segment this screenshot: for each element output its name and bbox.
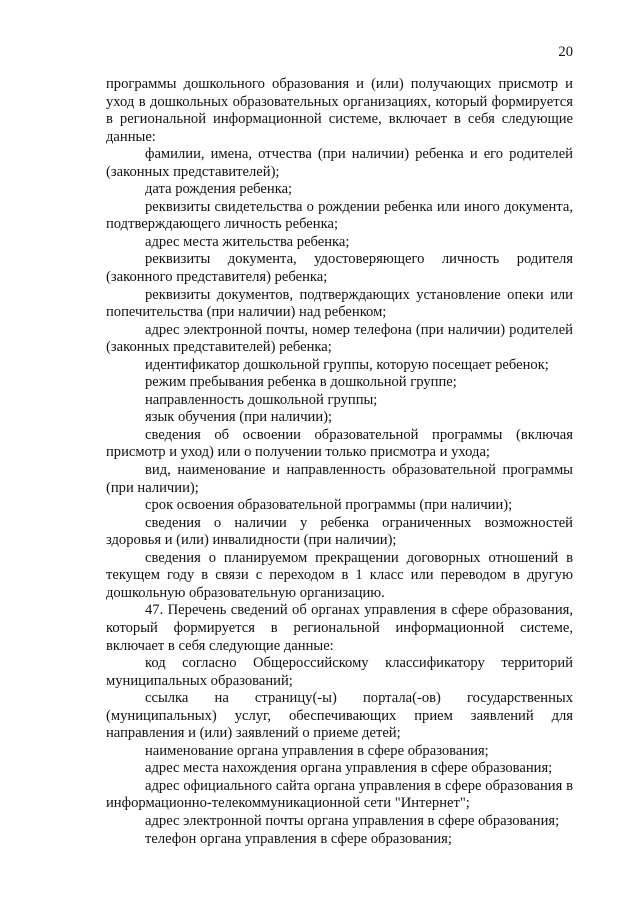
list-item-oktmo-code: код согласно Общероссийскому классификатору территорий муниципальных образований;: [106, 655, 573, 689]
list-item-parent-contacts: адрес электронной почты, номер телефона (при наличии) родителей (законных представителей) ребенка;: [106, 321, 573, 356]
document-body: [106, 76, 573, 848]
paragraph-continuation: программы дошкольного образования и (или) получающих присмотр и уход в дошкольных образовательных организациях, который формируется в региональной информационной системе, включает в себя следующие данные:: [106, 76, 573, 145]
section-47-heading: 47. Перечень сведений об органах управления в сфере образования, который формируется в региональной информационной системе, включает в себя следующие данные:: [106, 602, 573, 654]
list-item-birth-certificate: реквизиты свидетельства о рождении ребенка или иного документа, подтверждающего личность ребенка;: [106, 198, 573, 233]
list-item-authority-phone: телефон органа управления в сфере образования;: [145, 830, 452, 847]
list-item-group-focus: направленность дошкольной группы;: [145, 391, 378, 408]
list-item-authority-address: адрес места нахождения органа управления в сфере образования;: [145, 760, 553, 777]
list-item-parent-document: реквизиты документа, удостоверяющего личность родителя (законного представителя) ребенка;: [106, 251, 573, 286]
list-item-residence-address: адрес места жительства ребенка;: [145, 233, 350, 250]
list-item-birth-date: дата рождения ребенка;: [145, 181, 293, 198]
list-item-portal-link: ссылка на страницу(-ы) портала(-ов) государственных (муниципальных) услуг, обеспечивающих прием заявлений для направления и (или) заявлений о приеме детей;: [106, 690, 573, 742]
list-item-stay-mode: режим пребывания ребенка в дошкольной группе;: [145, 374, 457, 391]
list-item-group-id: идентификатор дошкольной группы, которую посещает ребенок;: [145, 356, 549, 373]
list-item-program-mastery: сведения об освоении образовательной программы (включая присмотр и уход) или о получении только присмотра и ухода;: [106, 426, 573, 461]
page-number: 20: [558, 44, 573, 60]
list-item-program-duration: срок освоения образовательной программы (при наличии);: [145, 497, 513, 514]
list-item-names: фамилии, имена, отчества (при наличии) ребенка и его родителей (законных представителей);: [106, 146, 573, 180]
list-item-authority-email: адрес электронной почты органа управления в сфере образования;: [145, 812, 560, 829]
list-item-program-type: вид, наименование и направленность образовательной программы (при наличии);: [106, 462, 573, 496]
list-item-planned-termination: сведения о планируемом прекращении договорных отношений в текущем году в связи с переходом в 1 класс или переводом в другую дошкольную образовательную организацию.: [106, 549, 573, 601]
list-item-authority-name: наименование органа управления в сфере образования;: [145, 742, 489, 759]
list-item-authority-website: адрес официального сайта органа управления в сфере образования в информационно-телекоммуникационной сети "Интернет";: [106, 777, 573, 812]
list-item-language: язык обучения (при наличии);: [145, 409, 333, 426]
list-item-guardianship-documents: реквизиты документов, подтверждающих установление опеки или попечительства (при наличии) над ребенком;: [106, 286, 573, 321]
list-item-disabilities: сведения о наличии у ребенка ограниченных возможностей здоровья и (или) инвалидности (при наличии);: [106, 514, 573, 549]
